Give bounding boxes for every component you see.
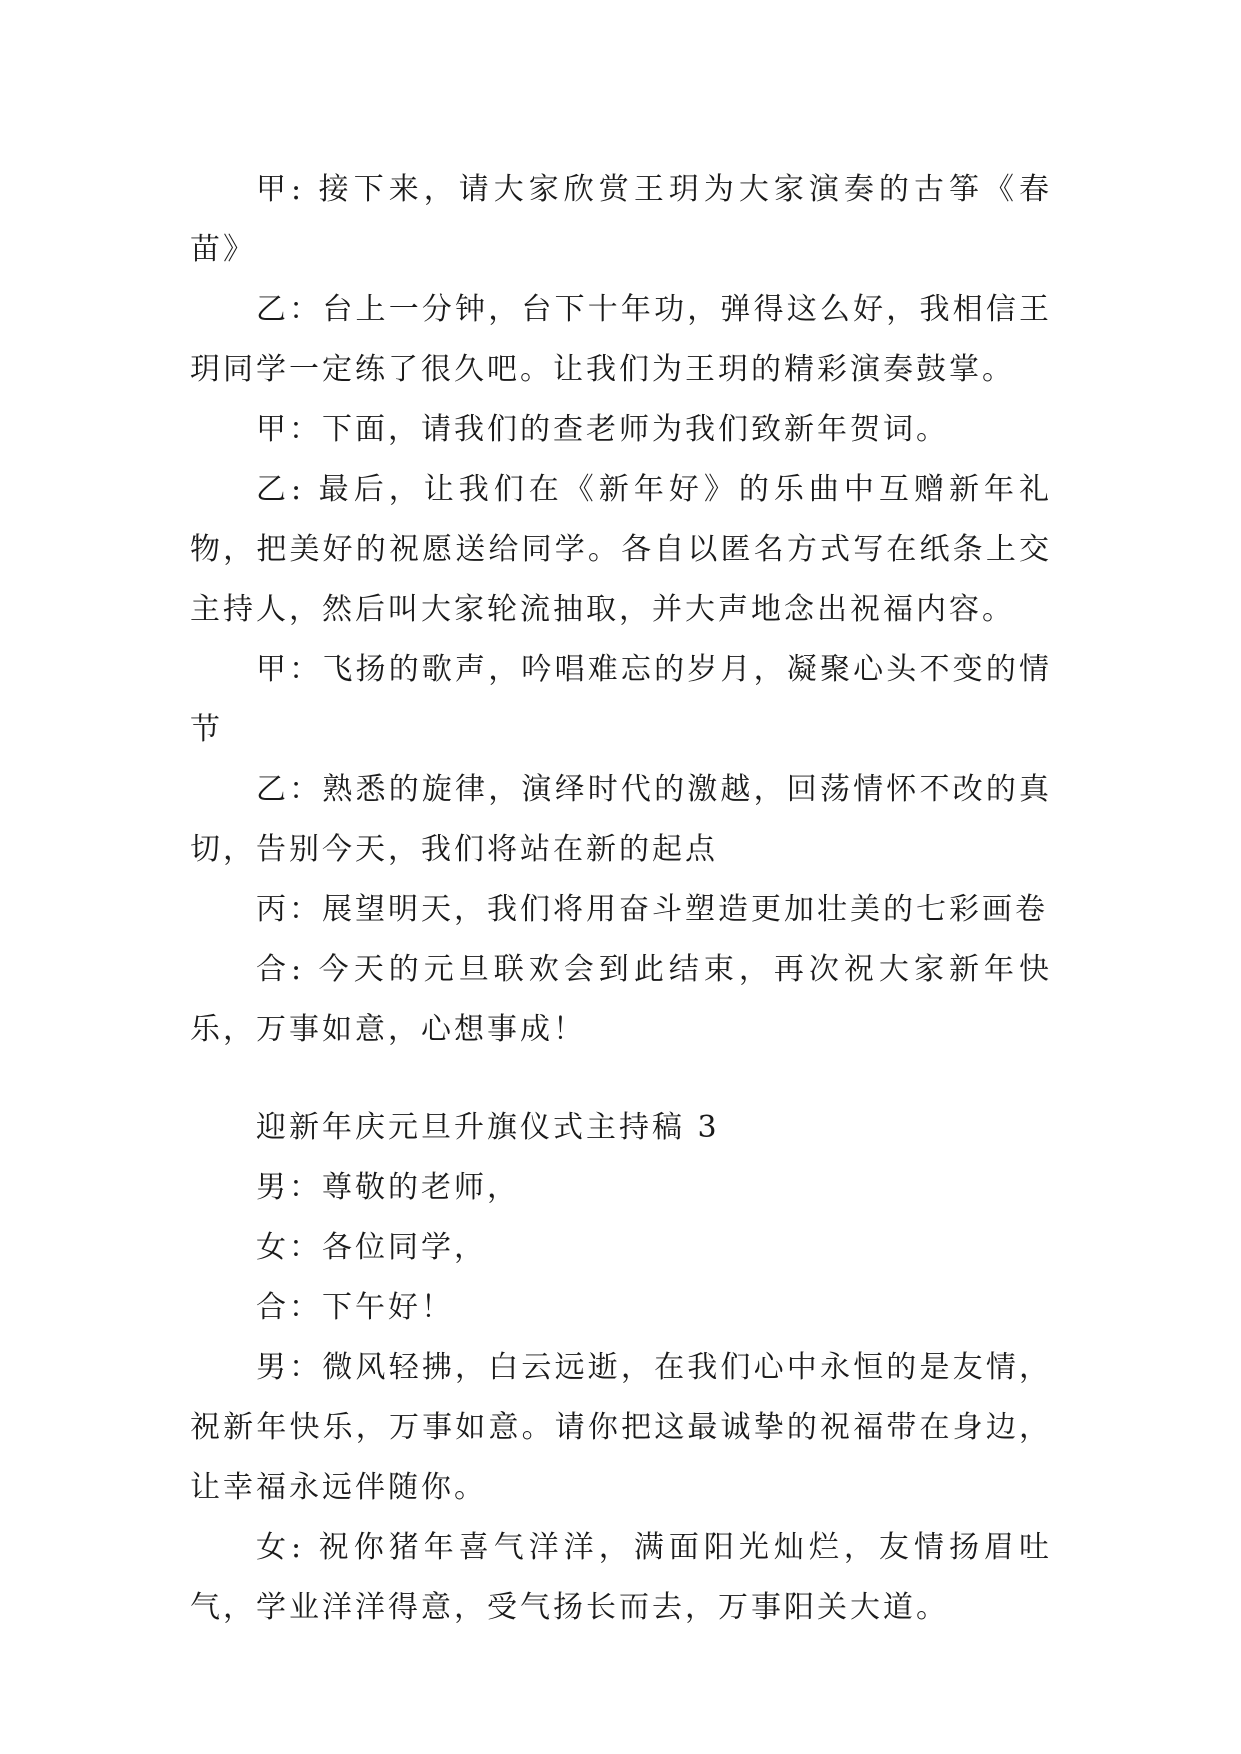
paragraph-nan-greeting: 男：尊敬的老师，: [256, 1170, 520, 1205]
paragraph-he-good-afternoon: 合：下午好！: [256, 1290, 454, 1325]
paragraph-jia-teacher-speech: 甲：下面，请我们的查老师为我们致新年贺词。: [256, 412, 949, 447]
paragraph-yi-applause: 乙：台上一分钟，台下十年功，弹得这么好，我相信王玥同学一定练了很久吧。让我们为王玥的精彩演奏鼓掌。: [190, 292, 1052, 387]
section-spacer: [190, 1060, 1052, 1098]
paragraph-bing-future: 丙：展望明天，我们将用奋斗塑造更加壮美的七彩画卷: [256, 892, 1048, 927]
section-title: 迎新年庆元旦升旗仪式主持稿 3: [256, 1110, 720, 1145]
paragraph-nv-greeting: 女：各位同学，: [256, 1230, 487, 1265]
document-body: [190, 160, 1052, 1638]
paragraph-he-closing: 合: 今天的元旦联欢会到此结束，再次祝大家新年快乐，万事如意，心想事成！: [190, 952, 1052, 1047]
paragraph-jia-songs: 甲：飞扬的歌声，吟唱难忘的岁月，凝聚心头不变的情节: [190, 652, 1052, 747]
paragraph-yi-melody: 乙：熟悉的旋律，演绎时代的激越，回荡情怀不改的真切，告别今天，我们将站在新的起点: [190, 772, 1052, 867]
paragraph-yi-gift-exchange: 乙: 最后，让我们在《新年好》的乐曲中互赠新年礼物，把美好的祝愿送给同学。各自以匿名方式写在纸条上交主持人，然后叫大家轮流抽取，并大声地念出祝福内容。: [190, 472, 1052, 627]
paragraph-jia-next-performance: 甲: 接下来，请大家欣赏王玥为大家演奏的古筝《春苗》: [190, 172, 1052, 267]
paragraph-nan-wishes: 男：微风轻拂，白云远逝，在我们心中永恒的是友情，祝新年快乐，万事如意。请你把这最诚挚的祝福带在身边，让幸福永远伴随你。: [190, 1350, 1052, 1505]
paragraph-nv-wishes: 女: 祝你猪年喜气洋洋，满面阳光灿烂，友情扬眉吐气，学业洋洋得意，受气扬长而去，万事阳关大道。: [190, 1530, 1052, 1625]
